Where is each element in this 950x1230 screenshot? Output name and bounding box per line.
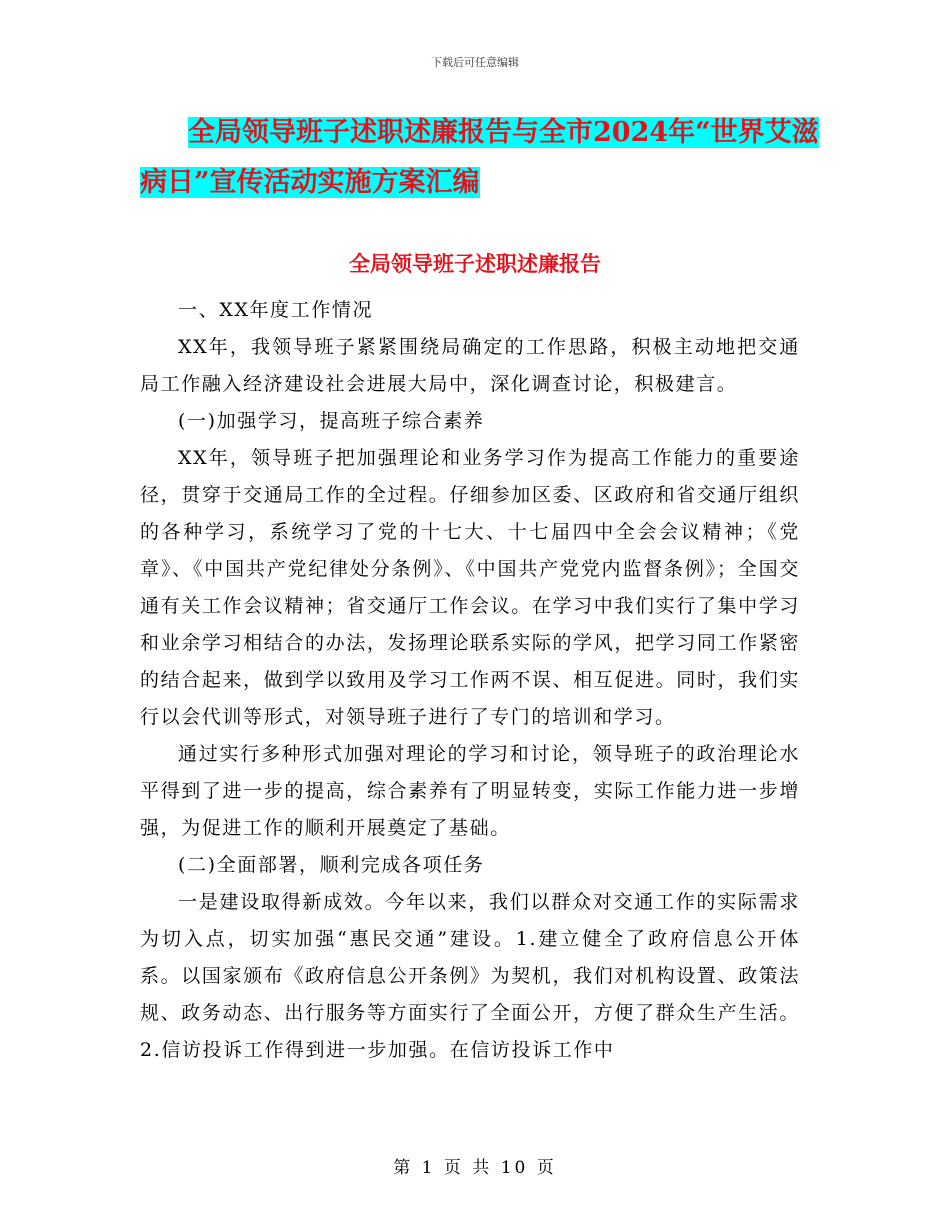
document-body (140, 292, 800, 1069)
paragraph-heading-1: 一、XX年度工作情况 (178, 299, 374, 321)
document-title (140, 108, 820, 208)
page-footer: 第 1 页 共 10 页 (393, 1158, 557, 1178)
document-title-line-1: 全局领导班子述职述廉报告与全市2024年“世界艾滋 (188, 117, 819, 148)
paragraph-subheading-1: (一)加强学习，提高班子综合素养 (178, 410, 485, 432)
header-note: 下载后可任意编辑 (431, 56, 519, 69)
paragraph: XX年，我领导班子紧紧围绕局确定的工作思路，积极主动地把交通局工作融入经济建设社会进展大局中，深化调查讨论，积极建言。 (140, 336, 800, 395)
paragraph: XX年，领导班子把加强理论和业务学习作为提高工作能力的重要途径，贯穿于交通局工作的全过程。仔细参加区委、区政府和省交通厅组织的各种学习，系统学习了党的十七大、十七届四中全会会议精神；《党章》、《中国共产党纪律处分条例》、《中国共产党党内监督条例》；全国交通有关工作会议精神；省交通厅工作会议。在学习中我们实行了集中学习和业余学习相结合的办法，发扬理论联系实际的学风，把学习同工作紧密的结合起来，做到学以致用及学习工作两不误、相互促进。同时，我们实行以会代训等形式，对领导班子进行了专门的培训和学习。 (140, 447, 800, 728)
paragraph: 一是建设取得新成效。今年以来，我们以群众对交通工作的实际需求为切入点，切实加强“惠民交通”建设。1.建立健全了政府信息公开体系。以国家颁布《政府信息公开条例》为契机，我们对机构设置、政策法规、政务动态、出行服务等方面实行了全面公开，方便了群众生产生活。2.信访投诉工作得到进一步加强。在信访投诉工作中 (140, 891, 800, 1061)
paragraph: 通过实行多种形式加强对理论的学习和讨论，领导班子的政治理论水平得到了进一步的提高，综合素养有了明显转变，实际工作能力进一步增强，为促进工作的顺利开展奠定了基础。 (140, 743, 800, 839)
document-title-line-2: 病日”宣传活动实施方案汇编 (140, 167, 480, 198)
section-title: 全局领导班子述职述廉报告 (349, 251, 601, 276)
paragraph-subheading-2: (二)全面部署，顺利完成各项任务 (178, 854, 485, 876)
